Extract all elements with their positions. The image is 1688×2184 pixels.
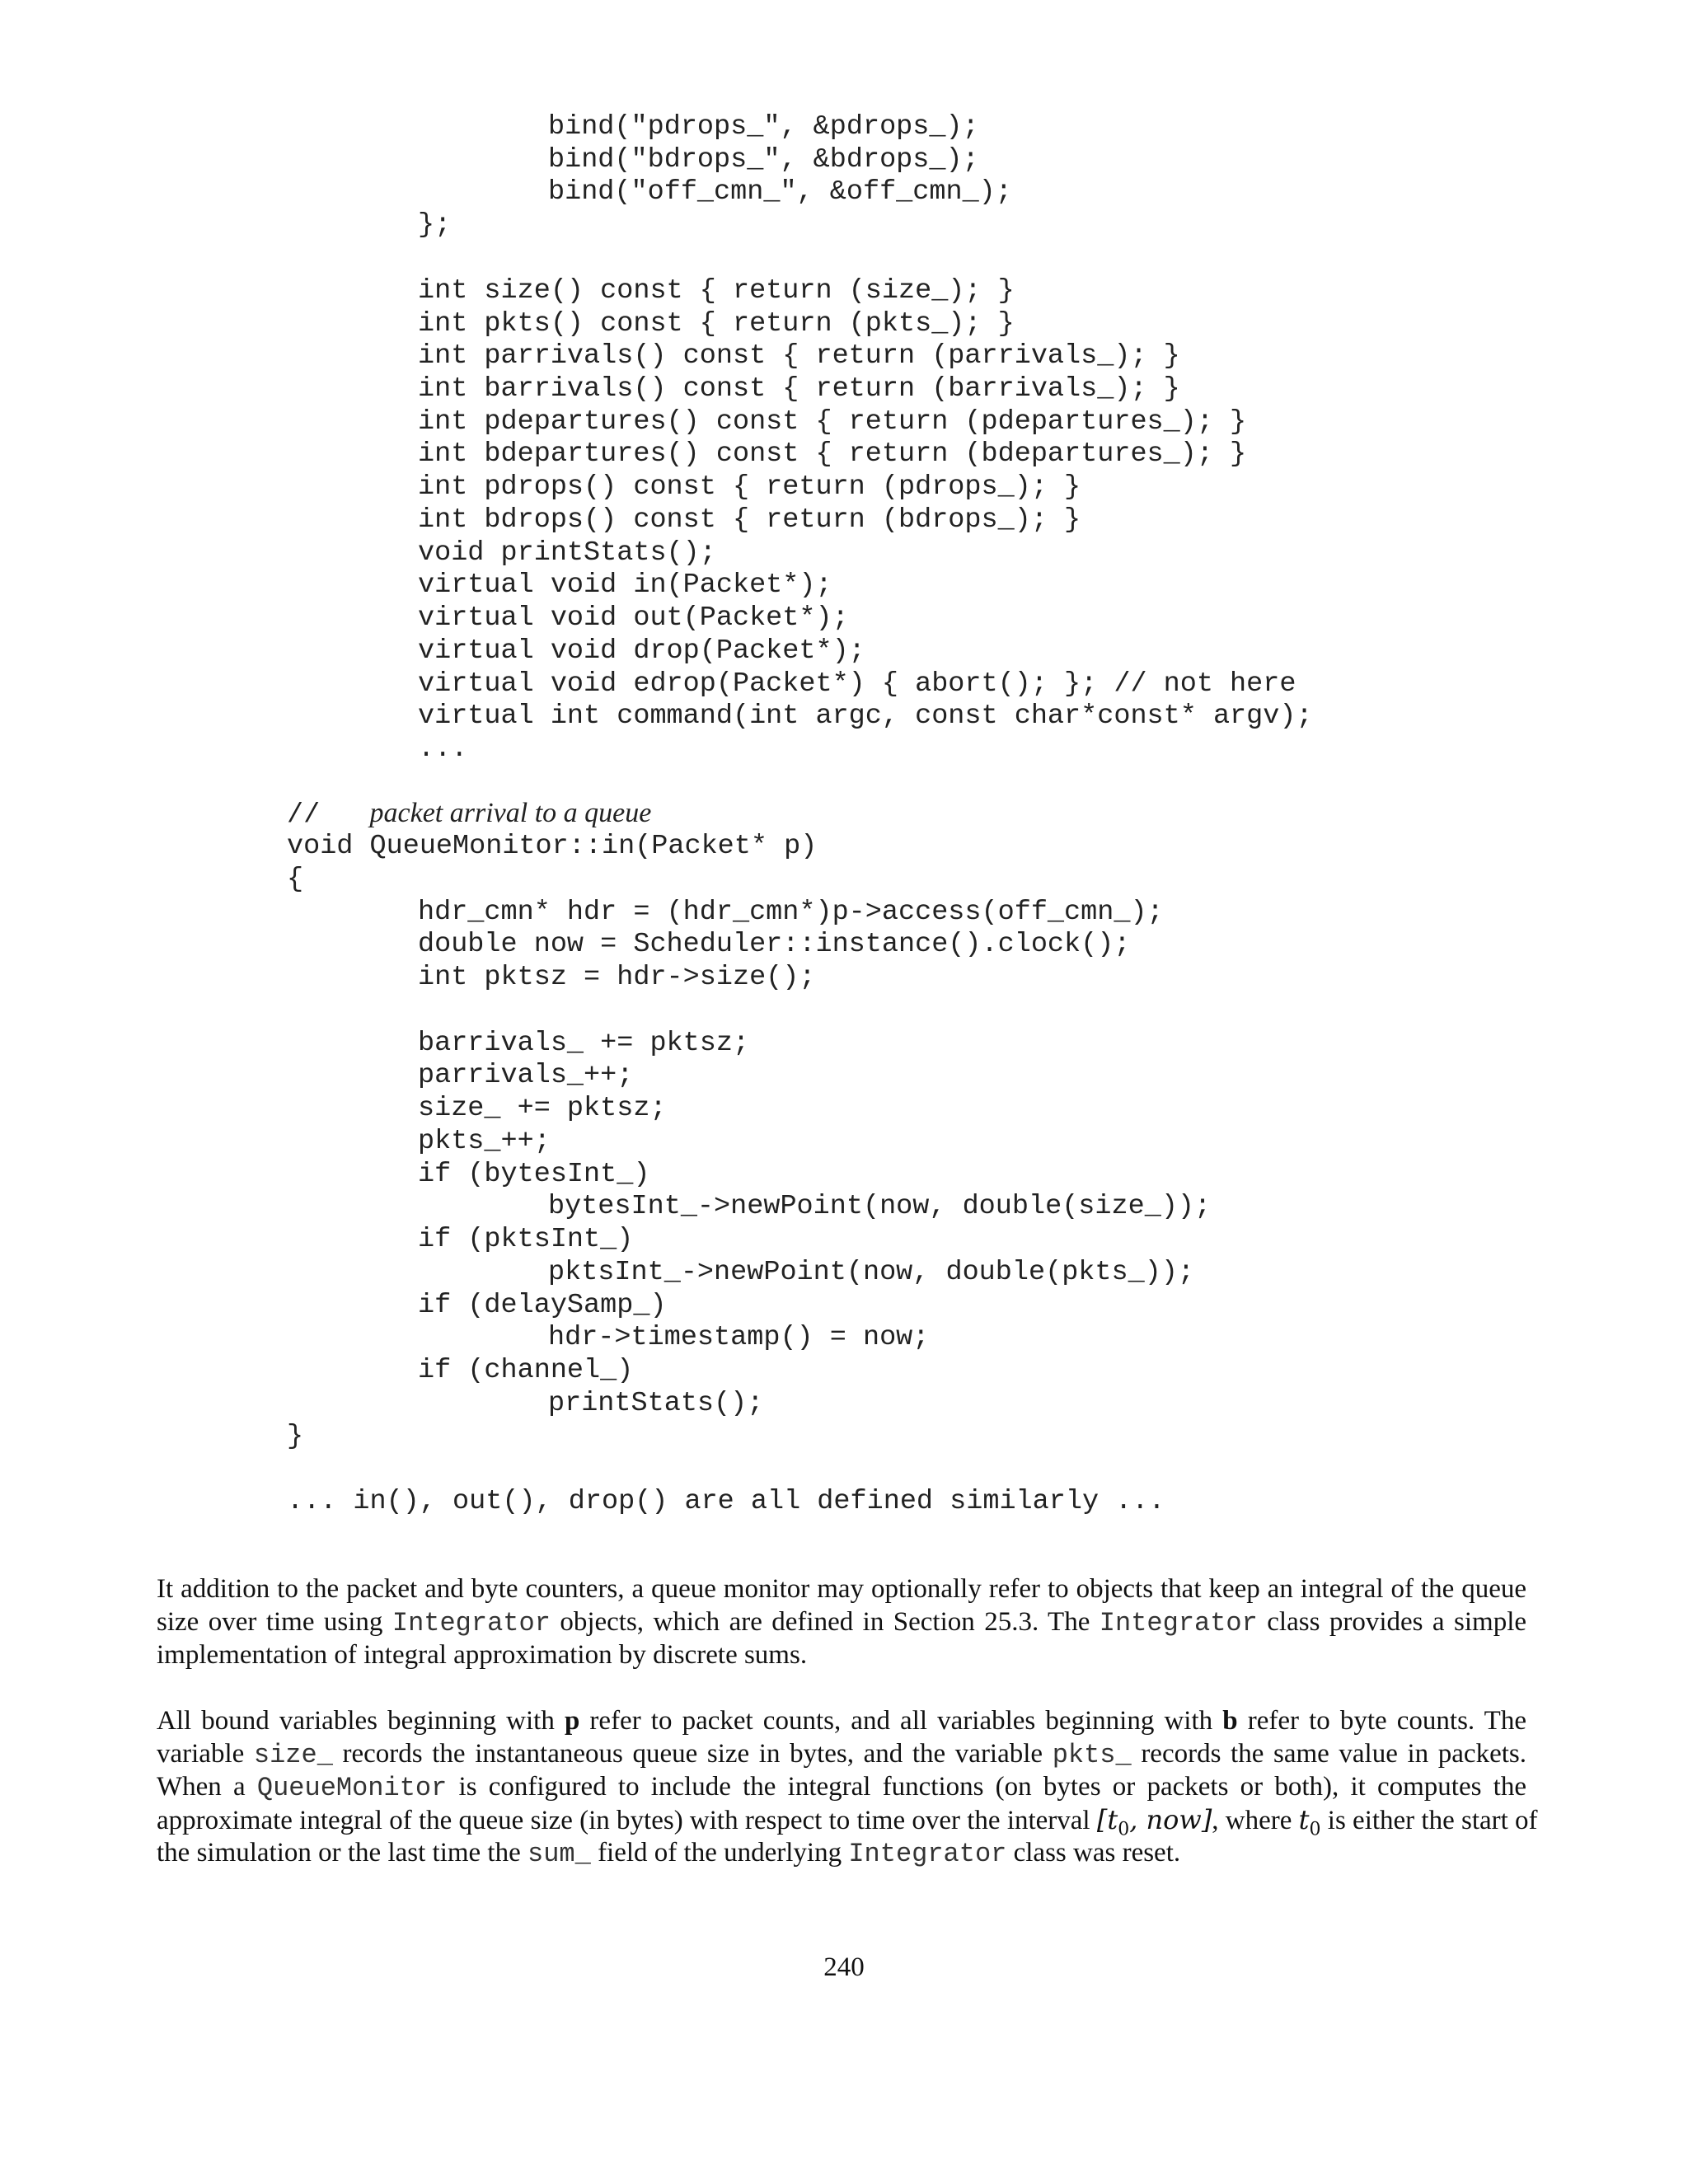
math-run: , now] (1129, 1804, 1212, 1835)
text-line (157, 1605, 1526, 1638)
code-line: void printStats(); (418, 537, 716, 569)
math-subscript: 0 (1118, 1819, 1130, 1840)
code-line: if (pktsInt_) (418, 1224, 634, 1255)
bold-term: p (564, 1706, 580, 1736)
text-run: class was reset. (1006, 1838, 1181, 1868)
code-line: bind("bdrops_", &bdrops_); (548, 144, 979, 176)
text-line (157, 1704, 1526, 1737)
text-run: refer to byte counts. The (1237, 1706, 1526, 1736)
text-line (157, 1836, 1526, 1869)
code-term: Integrator (392, 1608, 551, 1638)
math-run: [t (1096, 1804, 1118, 1835)
code-term: Integrator (848, 1839, 1007, 1869)
text-run: refer to packet counts, and all variables beginning with (579, 1706, 1223, 1736)
code-line: }; (418, 209, 452, 241)
code-line: if (delaySamp_) (418, 1290, 667, 1321)
text-run: the simulation or the last time the (157, 1838, 528, 1868)
code-term: pkts_ (1052, 1740, 1132, 1770)
code-line: int parrivals() const { return (parrivals_); } (418, 340, 1180, 372)
code-line: int pdepartures() const { return (pdepartures_); } (418, 406, 1247, 438)
text-line (157, 1770, 1526, 1803)
code-line: bind("pdrops_", &pdrops_); (548, 111, 979, 143)
text-line: implementation of integral approximation by discrete sums. (157, 1640, 808, 1670)
code-line: virtual void edrop(Packet*) { abort(); }; // not here (418, 668, 1296, 700)
math-subscript: 0 (1309, 1819, 1321, 1840)
text-run: approximate integral of the queue size (in bytes) with respect to time over the interval (157, 1806, 1097, 1835)
text-run: All bound variables beginning with (157, 1706, 565, 1736)
paragraph-bound-variables (157, 1704, 1538, 1869)
comment-text: packet arrival to a queue (369, 798, 652, 828)
paragraph-integrator (157, 1572, 1526, 1671)
code-line: { (287, 864, 304, 895)
code-line: int pdrops() const { return (pdrops_); } (418, 471, 1081, 503)
code-line: double now = Scheduler::instance().clock(); (418, 929, 1131, 960)
text-line: It addition to the packet and byte counters, a queue monitor may optionally refer to objects that keep an integral of the queue (157, 1574, 1526, 1604)
code-line: virtual void out(Packet*); (418, 602, 849, 634)
code-line: int pktsz = hdr->size(); (418, 962, 816, 993)
code-line: ... (418, 733, 468, 765)
comment-marker: // (287, 799, 321, 831)
code-line: virtual void in(Packet*); (418, 569, 832, 601)
text-run: size over time using (157, 1607, 392, 1637)
text-run: , where (1212, 1806, 1299, 1835)
bold-term: b (1222, 1706, 1238, 1736)
text-line (157, 1803, 1538, 1840)
text-line (157, 1737, 1526, 1770)
code-line: bytesInt_->newPoint(now, double(size_)); (548, 1191, 1212, 1222)
code-comment (287, 797, 651, 832)
text-run: records the same value in packets. (1131, 1739, 1526, 1769)
text-run: class provides a simple (1257, 1607, 1527, 1637)
code-line: } (287, 1421, 304, 1452)
code-line: pktsInt_->newPoint(now, double(pkts_)); (548, 1257, 1195, 1288)
code-term: QueueMonitor (256, 1773, 448, 1803)
code-line: hdr->timestamp() = now; (548, 1322, 930, 1353)
code-line: hdr_cmn* hdr = (hdr_cmn*)p->access(off_cmn_); (418, 897, 1164, 928)
code-line: ... in(), out(), drop() are all defined similarly ... (287, 1486, 1165, 1517)
code-line: parrivals_++; (418, 1060, 634, 1091)
code-line: pkts_++; (418, 1126, 551, 1157)
text-run: records the instantaneous queue size in bytes, and the variable (332, 1739, 1053, 1769)
code-line: int bdrops() const { return (bdrops_); } (418, 504, 1081, 536)
code-line: int pkts() const { return (pkts_); } (418, 308, 1015, 340)
code-line: void QueueMonitor::in(Packet* p) (287, 831, 818, 862)
code-line: virtual int command(int argc, const char*const* argv); (418, 701, 1313, 732)
code-line: int size() const { return (size_); } (418, 275, 1015, 307)
code-line: if (channel_) (418, 1355, 634, 1386)
math-t0 (1298, 1804, 1321, 1840)
text-run: is configured to include the integral functions (on bytes or packets or both), it computes the (447, 1772, 1526, 1802)
math-interval (1096, 1804, 1212, 1840)
page-number: 240 (823, 1952, 865, 1982)
code-term: size_ (253, 1740, 333, 1770)
code-line: bind("off_cmn_", &off_cmn_); (548, 176, 1012, 208)
code-line: virtual void drop(Packet*); (418, 635, 865, 667)
code-line: barrivals_ += pktsz; (418, 1028, 750, 1059)
text-run: objects, which are defined in Section 25.3. The (550, 1607, 1100, 1637)
code-line: int bdepartures() const { return (bdepartures_); } (418, 438, 1247, 470)
code-term: Integrator (1099, 1608, 1258, 1638)
code-line: int barrivals() const { return (barrivals_); } (418, 373, 1180, 405)
code-line: printStats(); (548, 1388, 764, 1419)
code-line: size_ += pktsz; (418, 1093, 667, 1124)
code-term: sum_ (528, 1839, 591, 1869)
code-line: if (bytesInt_) (418, 1159, 650, 1190)
text-run: When a (157, 1772, 257, 1802)
math-run: t (1298, 1804, 1310, 1835)
text-run: variable (157, 1739, 254, 1769)
text-run: field of the underlying (590, 1838, 849, 1868)
text-run: is either the start of (1320, 1806, 1538, 1835)
